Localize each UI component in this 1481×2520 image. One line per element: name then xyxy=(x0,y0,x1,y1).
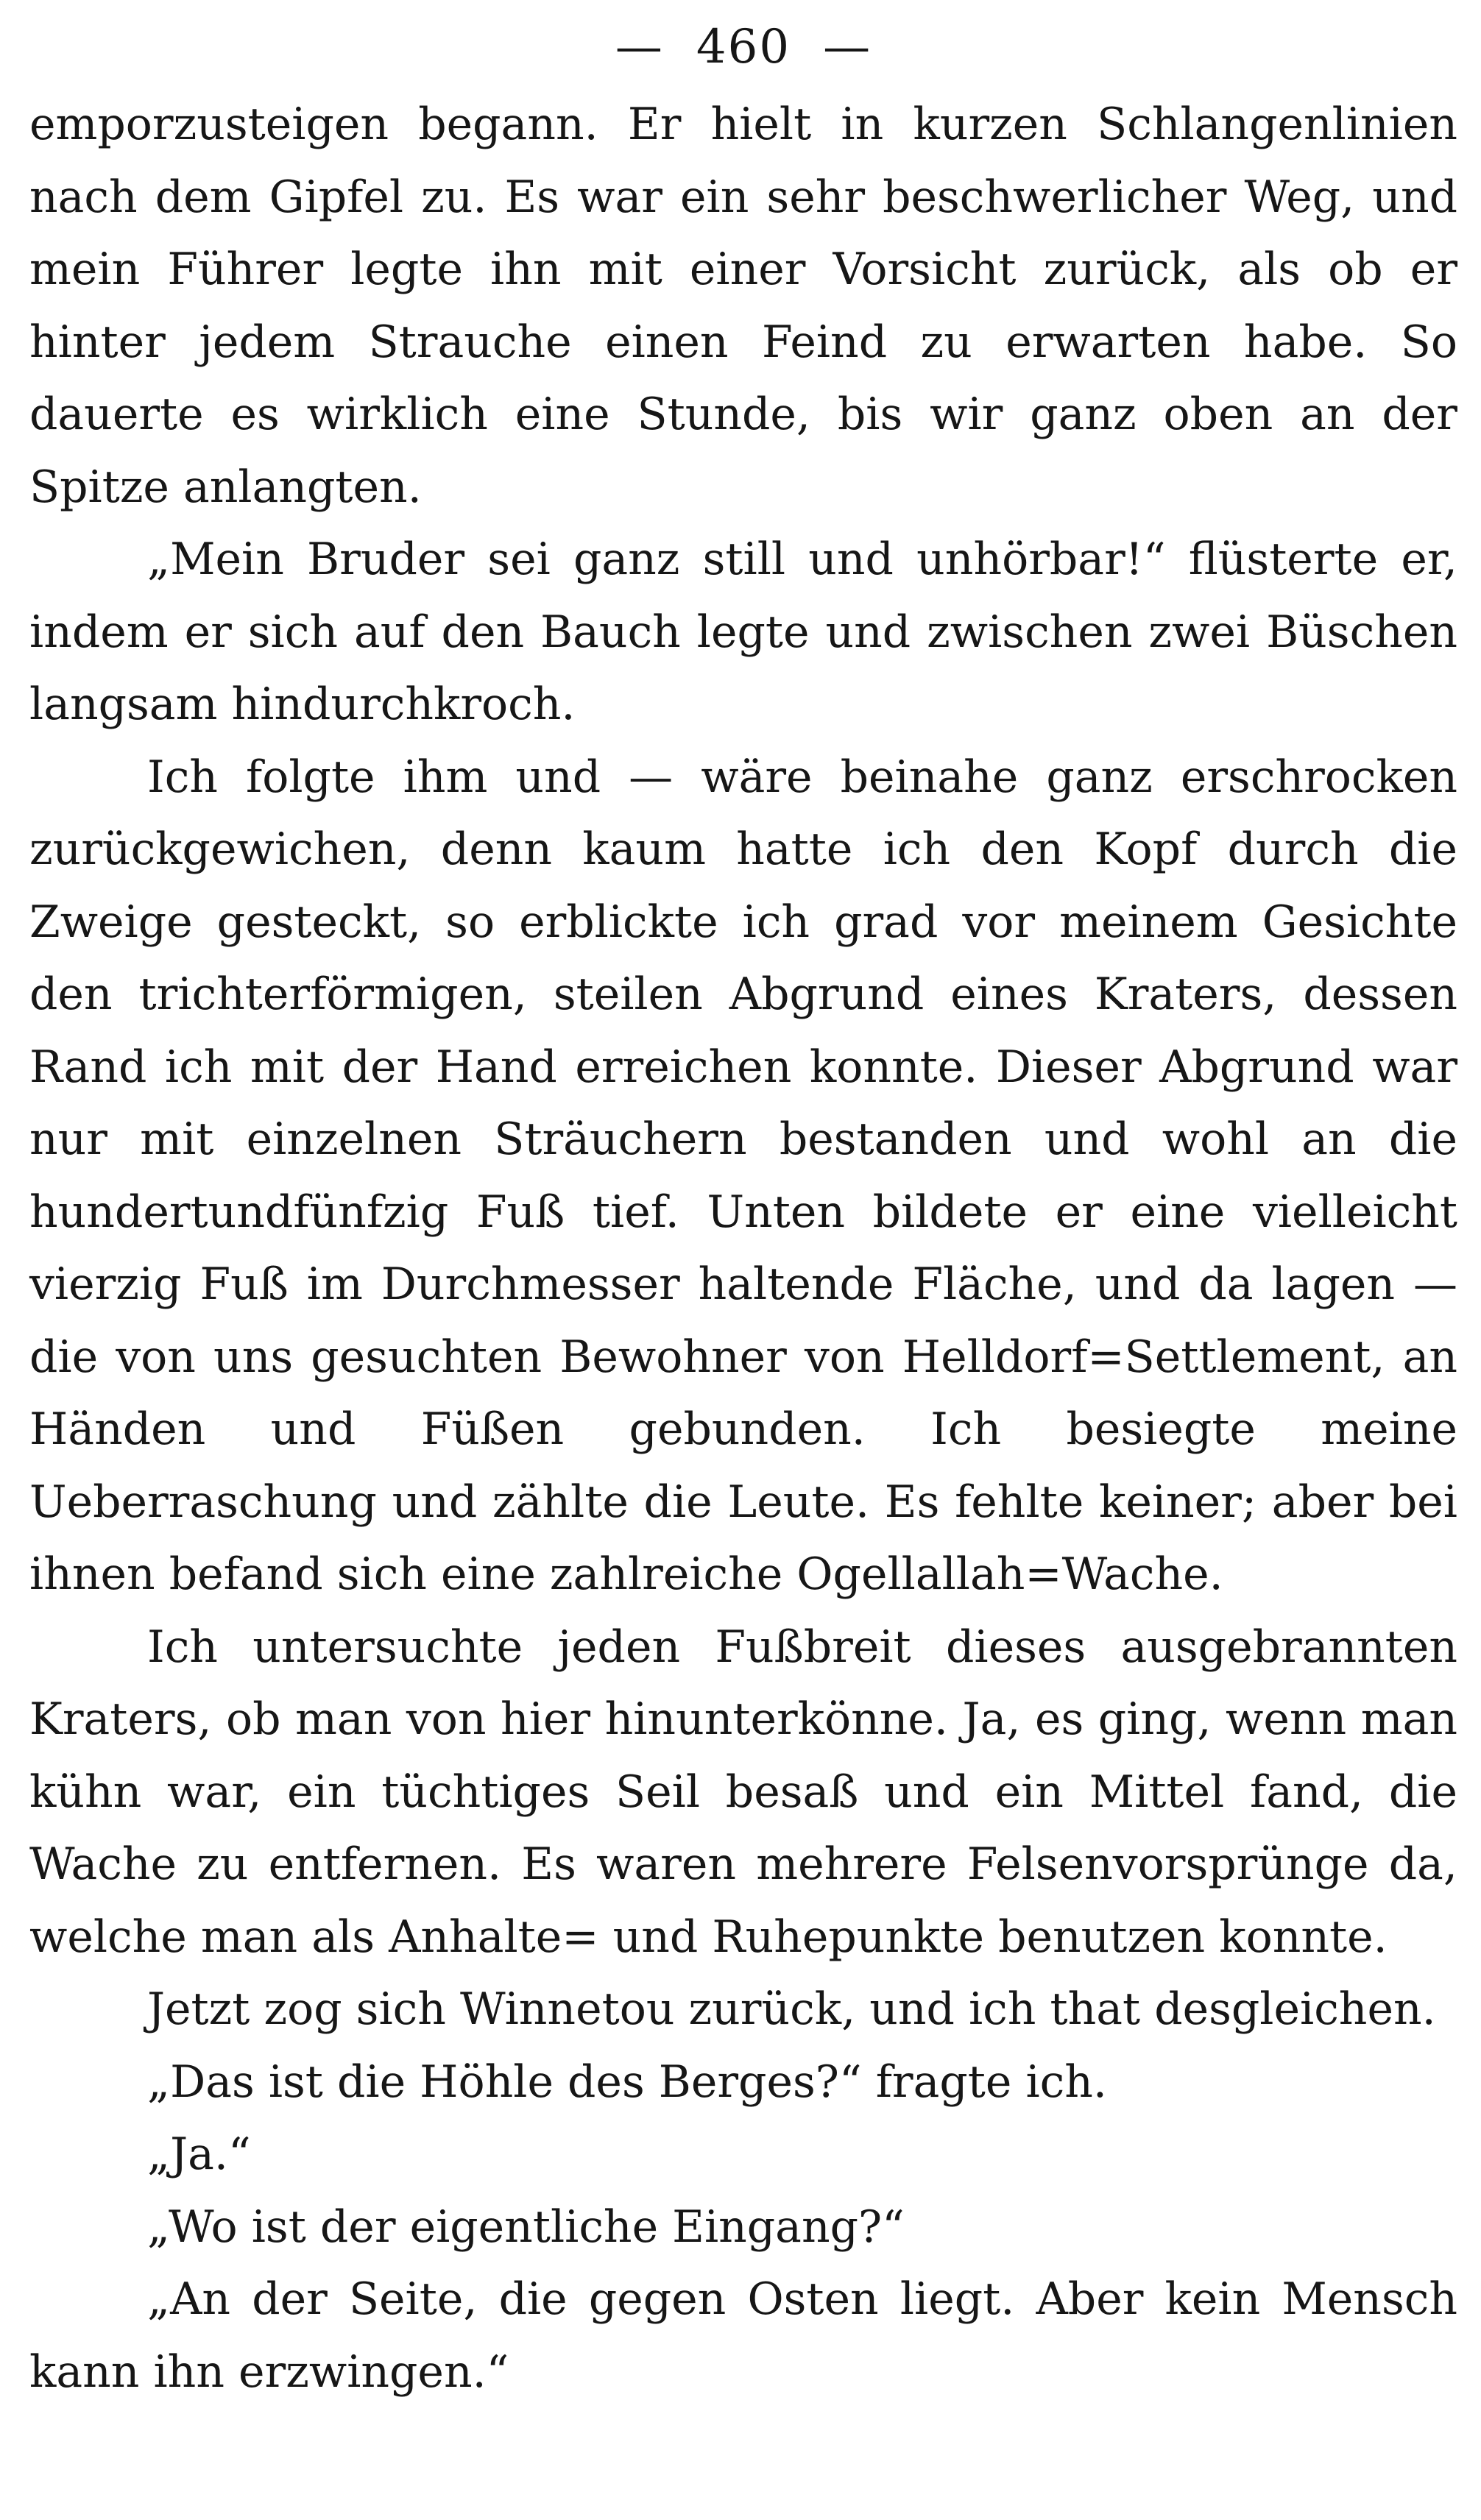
paragraph-5: Jetzt zog sich Winnetou zurück, und ich that desgleichen. xyxy=(147,1983,1436,2035)
paragraph-1: emporzusteigen begann. Er hielt in kurzen Schlangenlinien nach dem Gipfel zu. Es war ein sehr beschwerlicher Weg, und mein Führer legte ihn mit einer Vorsicht zurück, als ob er hinter jedem Strauche einen Feind zu erwarten habe. So dauerte es wirklich eine Stunde, bis wir ganz oben an der Spitze anlangten. xyxy=(29,99,1457,513)
header-dash-left: — xyxy=(615,20,664,74)
paragraph-6: „Das ist die Höhle des Berges?“ fragte ich. xyxy=(147,2056,1107,2108)
paragraph-8: „Wo ist der eigentliche Eingang?“ xyxy=(147,2201,905,2253)
paragraph-3: Ich folgte ihm und — wäre beinahe ganz erschrocken zurückgewichen, denn kaum hatte ich den Kopf durch die Zweige gesteckt, so erblickte ich grad vor meinem Gesichte den trichterförmigen, steilen Abgrund eines Kraters, dessen Rand ich mit der Hand erreichen konnte. Dieser Abgrund war nur mit einzelnen Sträuchern bestanden und wohl an die hundertundfünfzig Fuß tief. Unten bildete er eine vielleicht vierzig Fuß im Durchmesser haltende Fläche, und da lagen — die von uns gesuchten Bewohner von Helldorf=Settlement, an Händen und Füßen gebunden. Ich besiegte meine Ueberraschung und zählte die Leute. Es fehlte keiner; aber bei ihnen befand sich eine zahlreiche Ogellallah=Wache. xyxy=(29,751,1457,1600)
paragraph-4: Ich untersuchte jeden Fußbreit dieses ausgebrannten Kraters, ob man von hier hinunterkönne. Ja, es ging, wenn man kühn war, ein tüchtiges Seil besaß und ein Mittel fand, die Wache zu entfernen. Es waren mehrere Felsenvorsprünge da, welche man als Anhalte= und Ruhepunkte benutzen konnte. xyxy=(29,1621,1457,1963)
text-body xyxy=(29,88,1457,2408)
page-header xyxy=(29,13,1457,81)
page-number: 460 xyxy=(696,20,791,74)
paragraph-9: „An der Seite, die gegen Osten liegt. Aber kein Mensch kann ihn erzwingen.“ xyxy=(29,2273,1457,2398)
paragraph-7: „Ja.“ xyxy=(147,2128,251,2180)
header-dash-right: — xyxy=(823,20,872,74)
paragraph-2: „Mein Bruder sei ganz still und unhörbar!“ flüsterte er, indem er sich auf den Bauch legte und zwischen zwei Büschen langsam hindurchkroch. xyxy=(29,534,1457,730)
